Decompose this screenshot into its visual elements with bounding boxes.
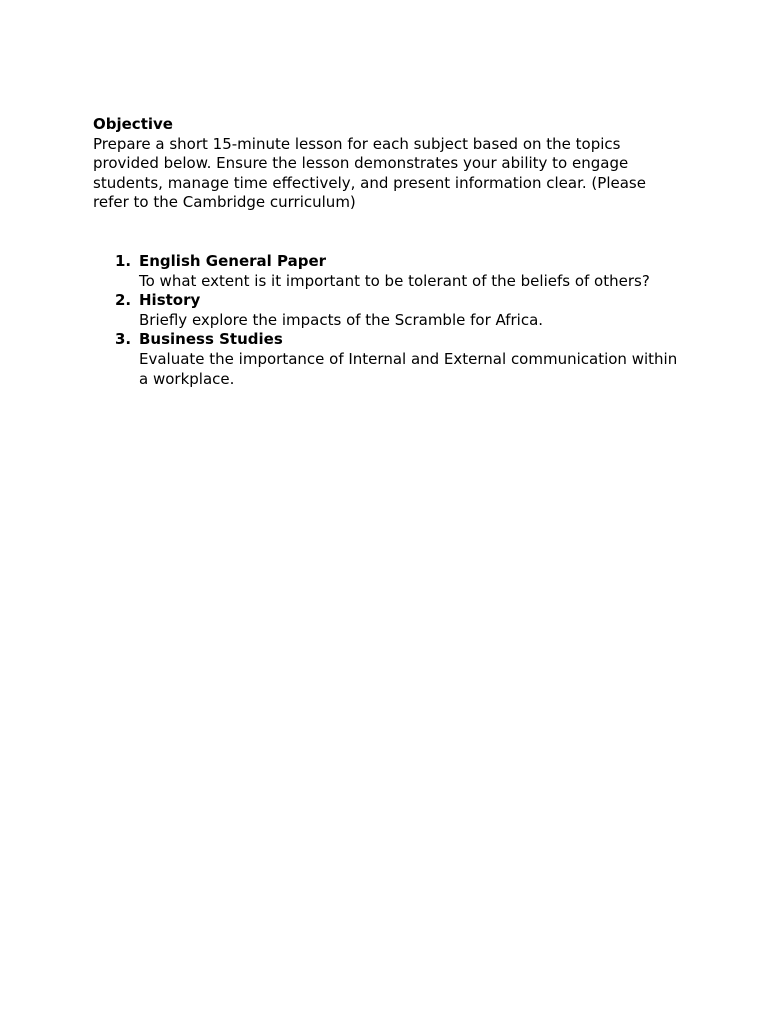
topic-title: English General Paper [139, 251, 327, 270]
topic-item-history [93, 291, 703, 330]
topic-title: History [139, 291, 201, 310]
topic-description: To what extent is it important to be tolerant of the beliefs of others? [139, 271, 650, 290]
topic-list [93, 252, 703, 389]
objective-heading: Objective [93, 115, 173, 133]
topic-number: 1. [115, 251, 132, 270]
topic-number: 2. [115, 291, 132, 310]
topic-description: Briefly explore the impacts of the Scramble for Africa. [139, 310, 544, 329]
objective-paragraph: Prepare a short 15-minute lesson for each subject based on the topics provided below. Ensure the lesson demonstrates your ability to engage students, manage time effectively, and present information clear. (Please refer to the Cambridge curriculum) [93, 134, 646, 212]
topic-description: Evaluate the importance of Internal and External communication within a workplace. [139, 349, 678, 388]
document-body [93, 115, 703, 389]
topic-item-business-studies [93, 330, 703, 389]
topic-title: Business Studies [139, 330, 283, 349]
topic-number: 3. [115, 330, 132, 349]
topic-item-english [93, 252, 703, 291]
